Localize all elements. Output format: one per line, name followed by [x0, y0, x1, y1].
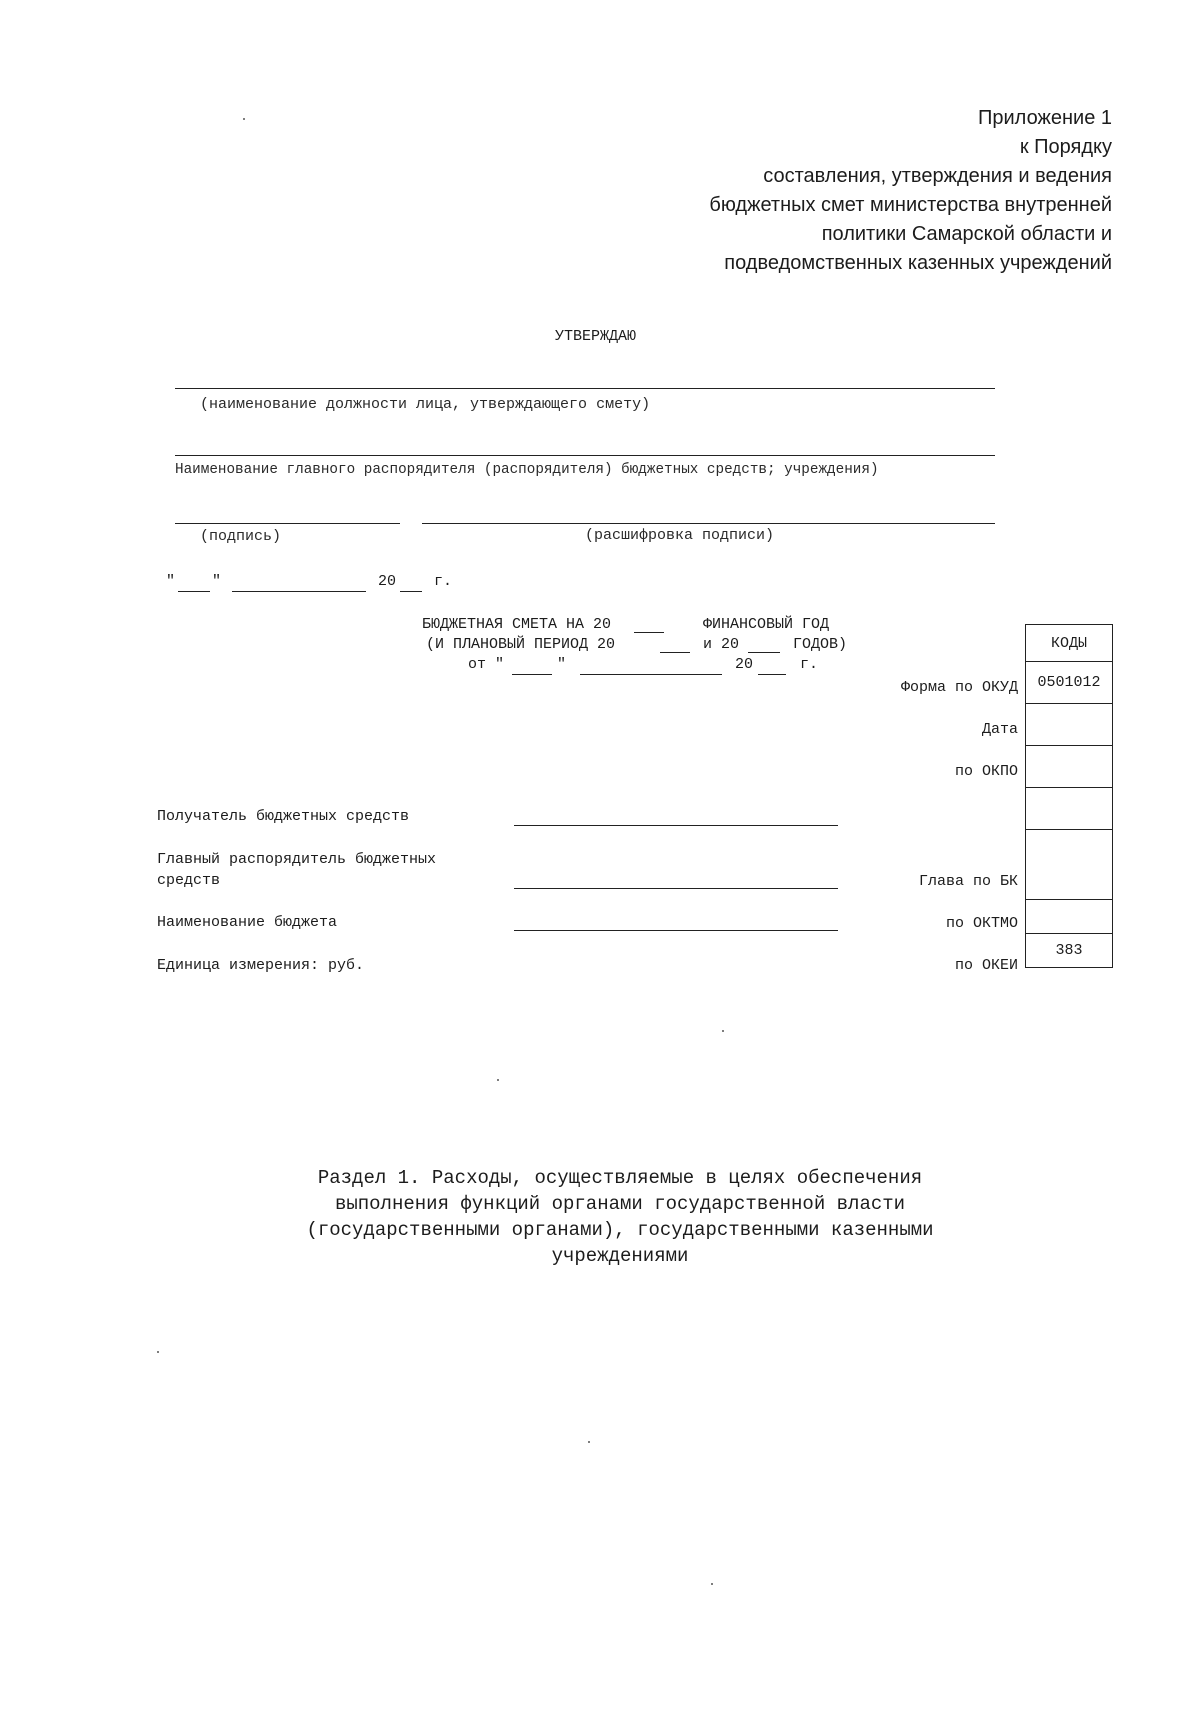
okud-value-cell: 0501012: [1025, 662, 1113, 704]
plan-year2-line: [748, 652, 780, 653]
section1-title-line: (государственными органами), государственными казенными: [306, 1219, 934, 1241]
recipient-line: [514, 825, 838, 826]
scan-speck: [588, 1441, 590, 1443]
approval-date-year: 20: [378, 573, 397, 590]
approval-year-line: [400, 591, 422, 592]
estimate-day-line: [512, 674, 552, 675]
codes-header: КОДЫ: [1025, 624, 1113, 662]
approval-heading: УТВЕРЖДАЮ: [555, 328, 637, 345]
manager-line: [175, 455, 995, 456]
scan-speck: [497, 1079, 499, 1081]
scan-speck: [157, 1351, 159, 1353]
oktmo-label: по ОКТМО: [945, 915, 1018, 932]
estimate-year-line-2: [758, 674, 786, 675]
manager-caption: Наименование главного распорядителя (распорядителя) бюджетных средств; учреждения): [175, 462, 879, 478]
appendix-line: составления, утверждения и ведения: [763, 165, 1112, 187]
estimate-date-year: 20: [735, 656, 754, 673]
estimate-title-line1-prefix: БЮДЖЕТНАЯ СМЕТА НА 20: [422, 616, 612, 633]
position-caption: (наименование должности лица, утверждающего смету): [200, 396, 651, 413]
appendix-line: подведомственных казенных учреждений: [724, 252, 1112, 274]
scan-speck: [711, 1583, 713, 1585]
okud-label: Форма по ОКУД: [900, 679, 1018, 696]
okpo-value-cell: [1025, 746, 1113, 788]
approval-month-line: [232, 591, 366, 592]
budget-name-line: [514, 930, 838, 931]
signature-line: [175, 523, 400, 524]
decoding-line: [422, 523, 995, 524]
signature-caption: (подпись): [200, 528, 282, 545]
chapter-bk-value-cell: [1025, 830, 1113, 900]
blank-value-cell: [1025, 788, 1113, 830]
okei-label: по ОКЕИ: [954, 957, 1018, 974]
chief-manager-label-line1: Главный распорядитель бюджетных: [157, 851, 437, 868]
estimate-date-close-quote: ": [557, 656, 567, 673]
appendix-line: к Порядку: [1019, 136, 1112, 158]
chief-manager-line: [514, 888, 838, 889]
appendix-header: [709, 104, 1112, 278]
okei-value-cell: 383: [1025, 934, 1113, 968]
approval-date-suffix: г.: [434, 573, 453, 590]
scan-speck: [722, 1030, 724, 1032]
estimate-date-from: от ": [468, 656, 505, 673]
appendix-line: Приложение 1: [978, 107, 1112, 129]
scan-speck: [243, 118, 245, 120]
approval-day-line: [178, 591, 210, 592]
plan-year1-line: [660, 652, 690, 653]
section1-title-line: выполнения функций органами государственной власти: [334, 1193, 906, 1215]
approval-date-open-quote: ": [166, 573, 176, 590]
section1-title-line: учреждениями: [551, 1245, 689, 1267]
appendix-line: бюджетных смет министерства внутренней: [709, 194, 1112, 216]
budget-name-label: Наименование бюджета: [157, 914, 338, 931]
position-line: [175, 388, 995, 389]
chapter-bk-label: Глава по БК: [918, 873, 1018, 890]
date-value-cell: [1025, 704, 1113, 746]
codes-table: [1025, 624, 1113, 968]
estimate-title-line2-prefix: (И ПЛАНОВЫЙ ПЕРИОД 20: [426, 636, 616, 653]
chief-manager-label-line2: средств: [157, 872, 221, 889]
recipient-label: Получатель бюджетных средств: [157, 808, 410, 825]
section1-title: [240, 1165, 1000, 1269]
estimate-title-line2-suffix: ГОДОВ): [793, 636, 848, 653]
unit-label: Единица измерения: руб.: [157, 957, 365, 974]
decoding-caption: (расшифровка подписи): [585, 527, 775, 544]
estimate-year-line: [634, 632, 664, 633]
okpo-label: по ОКПО: [954, 763, 1018, 780]
approval-date-close-quote: ": [212, 573, 222, 590]
estimate-date-suffix: г.: [800, 656, 819, 673]
estimate-month-line: [580, 674, 722, 675]
estimate-title-line2-mid: и 20: [703, 636, 740, 653]
estimate-title-line1-suffix: ФИНАНСОВЫЙ ГОД: [703, 616, 830, 633]
date-label: Дата: [981, 721, 1018, 738]
oktmo-value-cell: [1025, 900, 1113, 934]
section1-title-line: Раздел 1. Расходы, осуществляемые в целях обеспечения: [317, 1167, 923, 1189]
appendix-line: политики Самарской области и: [821, 223, 1112, 245]
